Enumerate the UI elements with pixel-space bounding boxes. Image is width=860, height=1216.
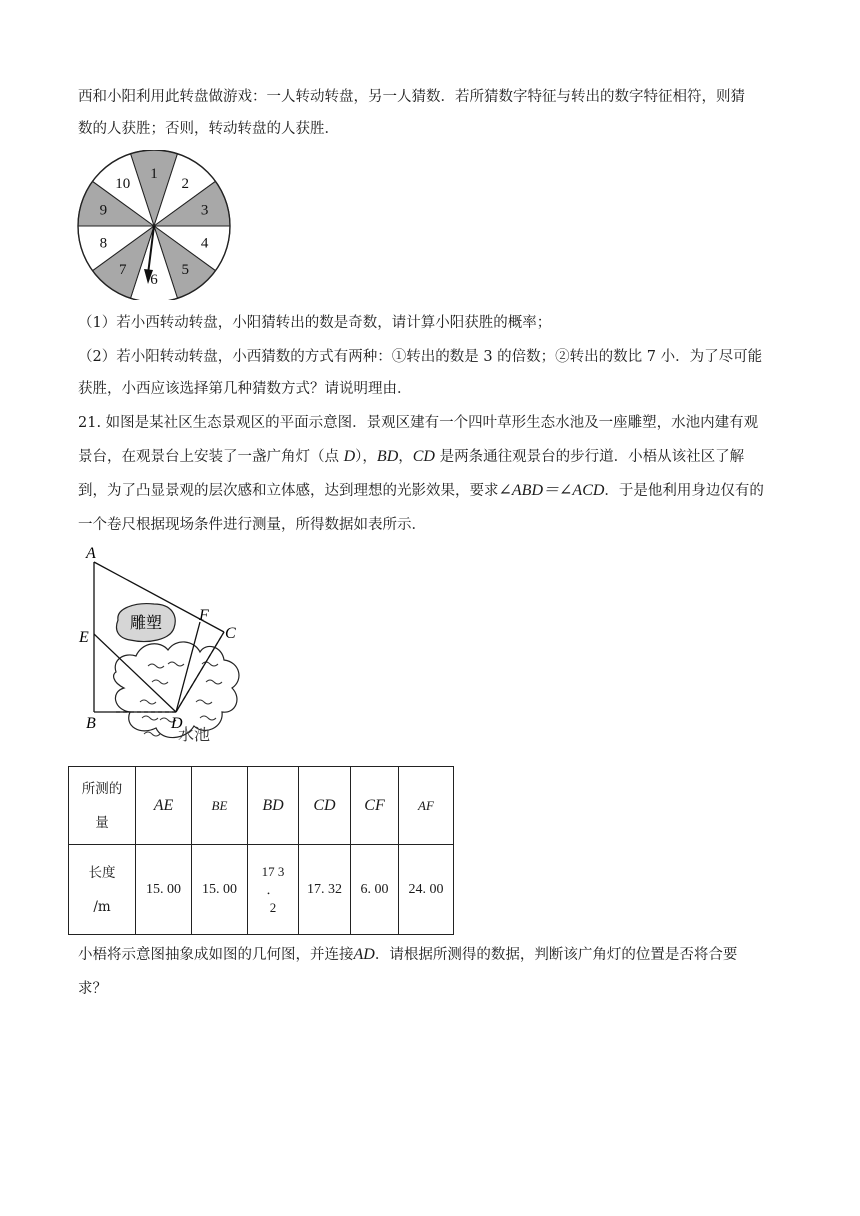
label-E: E [79, 629, 89, 646]
spinner-wheel [76, 150, 236, 300]
label-B: B [86, 715, 96, 732]
spinner-number-9: 9 [99, 202, 108, 219]
intro-line-2: 数的人获胜；否则，转动转盘的人获胜． [78, 121, 339, 137]
value-BE: 15. 00 [192, 845, 248, 935]
var-BE: BE [192, 767, 248, 845]
var-CF: CF [351, 767, 399, 845]
value-BD: 17 3 ． 2 [248, 845, 299, 935]
header-length: 长度 /m [69, 845, 136, 935]
value-AF: 24. 00 [399, 845, 454, 935]
label-A: A [86, 545, 96, 562]
var-AE: AE [136, 767, 192, 845]
label-pond: 水池 [177, 727, 211, 744]
question-2-line-1: （2）若小阳转动转盘，小西猜数的方式有两种：①转出的数是 3 的倍数；②转出的数比 7 小．为了尽可能 [78, 349, 763, 365]
label-F: F [199, 607, 209, 624]
label-C: C [225, 625, 236, 642]
spinner-number-3: 3 [200, 202, 209, 219]
question-2-line-2: 获胜，小西应该选择第几种猜数方式？请说明理由． [78, 381, 412, 397]
var-BD: BD [248, 767, 299, 845]
spinner-number-7: 7 [118, 262, 127, 279]
header-quantity: 所测的 量 [69, 767, 136, 845]
p21-line-1: 21. 如图是某社区生态景观区的平面示意图．景观区建有一个四叶草形生态水池及一座雕塑，水池内建有观 [78, 415, 759, 431]
value-AE: 15. 00 [136, 845, 192, 935]
value-CF: 6. 00 [351, 845, 399, 935]
spinner-number-2: 2 [181, 175, 190, 192]
label-sculpture: 雕塑 [129, 615, 163, 632]
p21-line-3: 到，为了凸显景观的层次感和立体感，达到理想的光影效果，要求∠ABD＝∠ACD．于是他利用身边仅有的 [78, 482, 764, 499]
intro-line-1: 西和小阳利用此转盘做游戏：一人转动转盘，另一人猜数．若所猜数字特征与转出的数字特征相符，则猜 [78, 89, 745, 105]
question-1: （1）若小西转动转盘，小阳猜转出的数是奇数，请计算小阳获胜的概率； [78, 315, 552, 331]
var-CD: CD [299, 767, 351, 845]
spinner-number-6: 6 [150, 272, 158, 289]
spinner-number-1: 1 [150, 165, 158, 182]
landscape-figure [76, 542, 256, 762]
measurement-table [68, 766, 454, 935]
spinner-number-8: 8 [99, 235, 108, 252]
spinner-number-4: 4 [200, 235, 209, 252]
label-D: D [171, 715, 183, 732]
value-CD: 17. 32 [299, 845, 351, 935]
p21-line-4: 一个卷尺根据现场条件进行测量，所得数据如表所示． [78, 517, 426, 533]
final-question-line-2: 求？ [78, 981, 107, 997]
var-AF: AF [399, 767, 454, 845]
p21-line-2: 景台，在观景台上安装了一盏广角灯（点 D），BD，CD 是两条通往观景台的步行道．小梧从该社区了解 [78, 448, 745, 465]
final-question-line-1: 小梧将示意图抽象成如图的几何图，并连接AD．请根据所测得的数据，判断该广角灯的位置是否将合要 [78, 946, 738, 963]
spinner-number-10: 10 [115, 175, 131, 192]
spinner-number-5: 5 [181, 262, 190, 279]
